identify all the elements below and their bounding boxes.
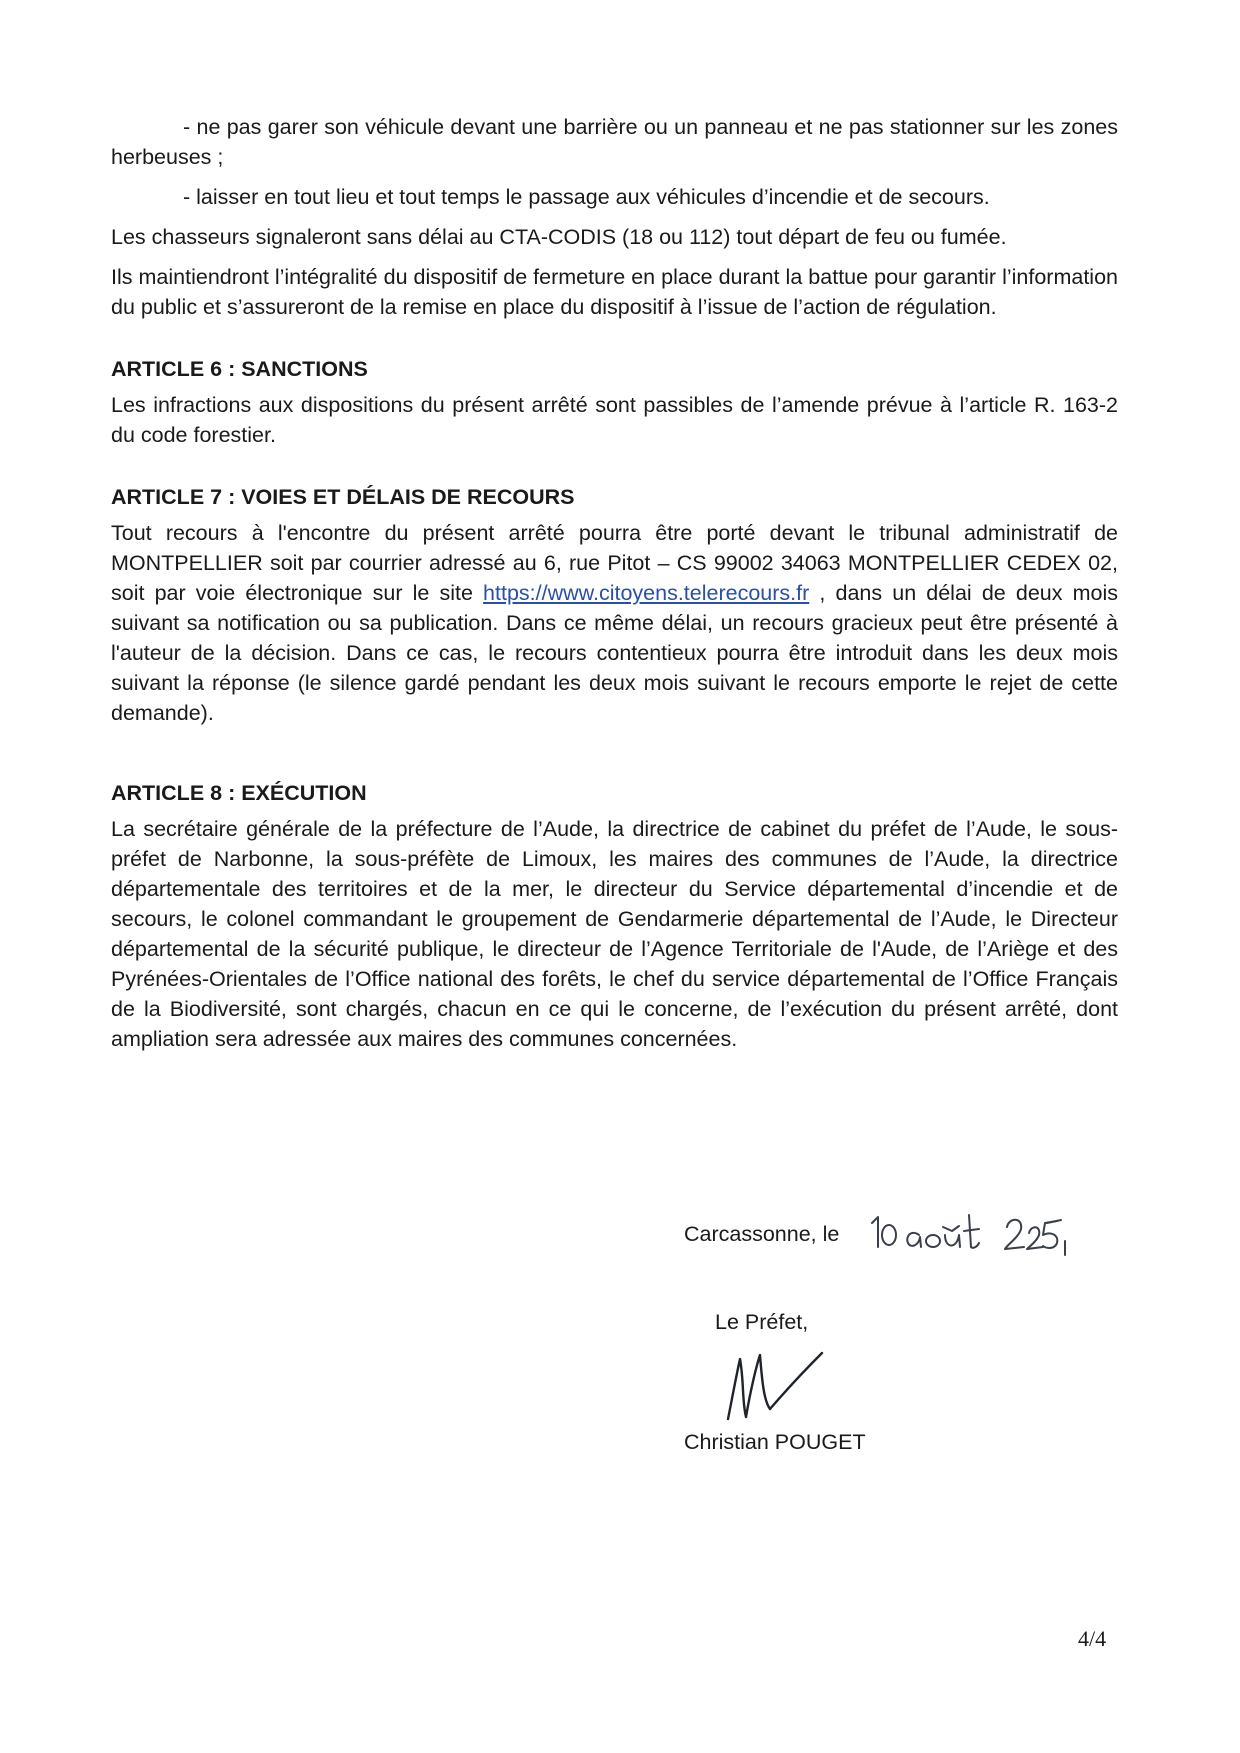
article-7-heading: ARTICLE 7 : VOIES ET DÉLAIS DE RECOURS bbox=[111, 485, 575, 509]
handwritten-date bbox=[869, 1203, 1079, 1259]
article-6-heading: ARTICLE 6 : SANCTIONS bbox=[111, 357, 368, 381]
article-7-text-end: , dans un délai de deux mois suivant sa notification ou sa publication. Dans ce même délai, un recours gracieux peut être présenté à l'auteur de la décision. Dans ce cas, le recours contentieux pourra être introduit dans les deux mois suivant la réponse (le silence gardé pendant les deux mois suivant le recours emporte le rejet de cette demande). bbox=[111, 581, 1118, 725]
place-label: Carcassonne, le bbox=[684, 1222, 840, 1246]
article-7-text-start: Tout recours à l'encontre du présent arrêté pourra être porté devant le tribunal administratif de MONTPELLIER soit par courrier adressé au 6, rue Pitot – CS 99002 34063 MONTPELLIER CEDEX 02, soit par voie électronique sur le site bbox=[111, 521, 1118, 605]
prefect-signature bbox=[724, 1337, 864, 1427]
signer-name: Christian POUGET bbox=[684, 1430, 866, 1454]
paragraph-maintain-closure: Ils maintiendront l’intégralité du dispositif de fermeture en place durant la battue pour garantir l’information du public et s’assureront de la remise en place du dispositif à l’issue de l’action de régulation. bbox=[111, 265, 1118, 319]
document-body bbox=[111, 112, 1118, 1054]
article-6-text: Les infractions aux dispositions du présent arrêté sont passibles de l’amende prévue à l’article R. 163-2 du code forestier. bbox=[111, 393, 1118, 447]
article-7-text bbox=[111, 518, 1118, 728]
article-8-heading: ARTICLE 8 : EXÉCUTION bbox=[111, 781, 367, 805]
signer-title: Le Préfet, bbox=[715, 1310, 809, 1334]
place-date-line bbox=[684, 1203, 1104, 1259]
page-number: 4/4 bbox=[1078, 1626, 1107, 1651]
telerecours-link[interactable]: https://www.citoyens.telerecours.fr bbox=[483, 581, 810, 605]
signature-block bbox=[684, 1203, 1104, 1454]
bullet-parking: - ne pas garer son véhicule devant une barrière ou un panneau et ne pas stationner sur les zones herbeuses ; bbox=[111, 115, 1118, 169]
bullet-passage: - laisser en tout lieu et tout temps le passage aux véhicules d’incendie et de secours. bbox=[183, 185, 990, 209]
article-8-text: La secrétaire générale de la préfecture de l’Aude, la directrice de cabinet du préfet de l’Aude, le sous-préfet de Narbonne, la sous-préfète de Limoux, les maires des communes de l’Aude, la directrice départementale des territoires et de la mer, le directeur du Service départemental d’incendie et de secours, le colonel commandant le groupement de Gendarmerie départemental de l’Aude, le Directeur départemental de la sécurité publique, le directeur de l’Agence Territoriale de l'Aude, de l’Ariège et des Pyrénées-Orientales de l’Office national des forêts, le chef du service départemental de l’Office Français de la Biodiversité, sont chargés, chacun en ce qui le concerne, de l’exécution du présent arrêté, dont ampliation sera adressée aux maires des communes concernées. bbox=[111, 817, 1118, 1051]
paragraph-signal-fire: Les chasseurs signaleront sans délai au CTA-CODIS (18 ou 112) tout départ de feu ou fumée. bbox=[111, 225, 1007, 249]
